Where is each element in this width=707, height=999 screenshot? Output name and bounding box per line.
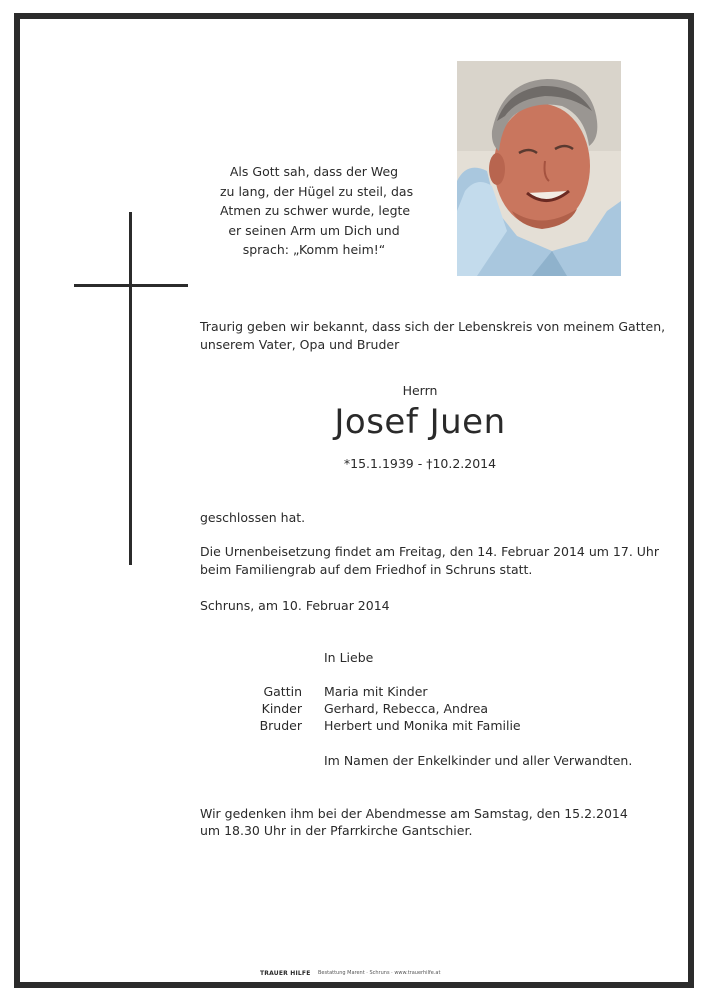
intro-line-2: unserem Vater, Opa und Bruder [200,337,400,352]
relatives-line: Im Namen der Enkelkinder und aller Verwandten. [324,753,633,768]
mourner-names: Gerhard, Rebecca, Andrea [324,701,489,716]
quote-line: sprach: „Komm heim!“ [242,242,386,257]
place-date: Schruns, am 10. Februar 2014 [200,598,390,613]
quote-line: Atmen zu schwer wurde, legte [220,203,411,218]
relation-label: Bruder [259,718,302,733]
closing-line: geschlossen hat. [200,510,306,525]
life-dates: *15.1.1939 - †10.2.2014 [343,456,497,471]
mass-line-2: um 18.30 Uhr in der Pfarrkirche Gantschier. [200,823,473,838]
mass-line-1: Wir gedenken ihm bei der Abendmesse am Samstag, den 15.2.2014 [200,806,628,821]
quote-line: zu lang, der Hügel zu steil, das [220,183,414,199]
footer-info: Bestattung Marent · Schruns · www.trauerhilfe.at [318,970,441,976]
salutation: Herrn [402,383,438,398]
quote-line: er seinen Arm um Dich und [228,222,400,238]
mourner-names: Herbert und Monika mit Familie [324,718,521,733]
quote-line: Als Gott sah, dass der Weg [229,164,399,179]
intro-line-1: Traurig geben wir bekannt, dass sich der Lebenskreis von meinem Gatten, [200,319,666,334]
portrait-photo [457,61,621,276]
cross-horizontal-bar [74,284,188,287]
relation-label: Gattin [263,684,302,699]
mourner-names: Maria mit Kinder [324,684,428,699]
footer-brand: TRAUER HILFE [260,970,311,977]
funeral-line-1: Die Urnenbeisetzung findet am Freitag, den 14. Februar 2014 um 17. Uhr [200,544,659,559]
in-love-label: In Liebe [324,650,374,665]
deceased-name: Josef Juen [334,402,506,442]
memorial-quote [220,162,414,260]
relation-label: Kinder [261,701,302,716]
funeral-line-2: beim Familiengrab auf dem Friedhof in Schruns statt. [200,562,533,577]
cross-vertical-bar [129,212,132,565]
